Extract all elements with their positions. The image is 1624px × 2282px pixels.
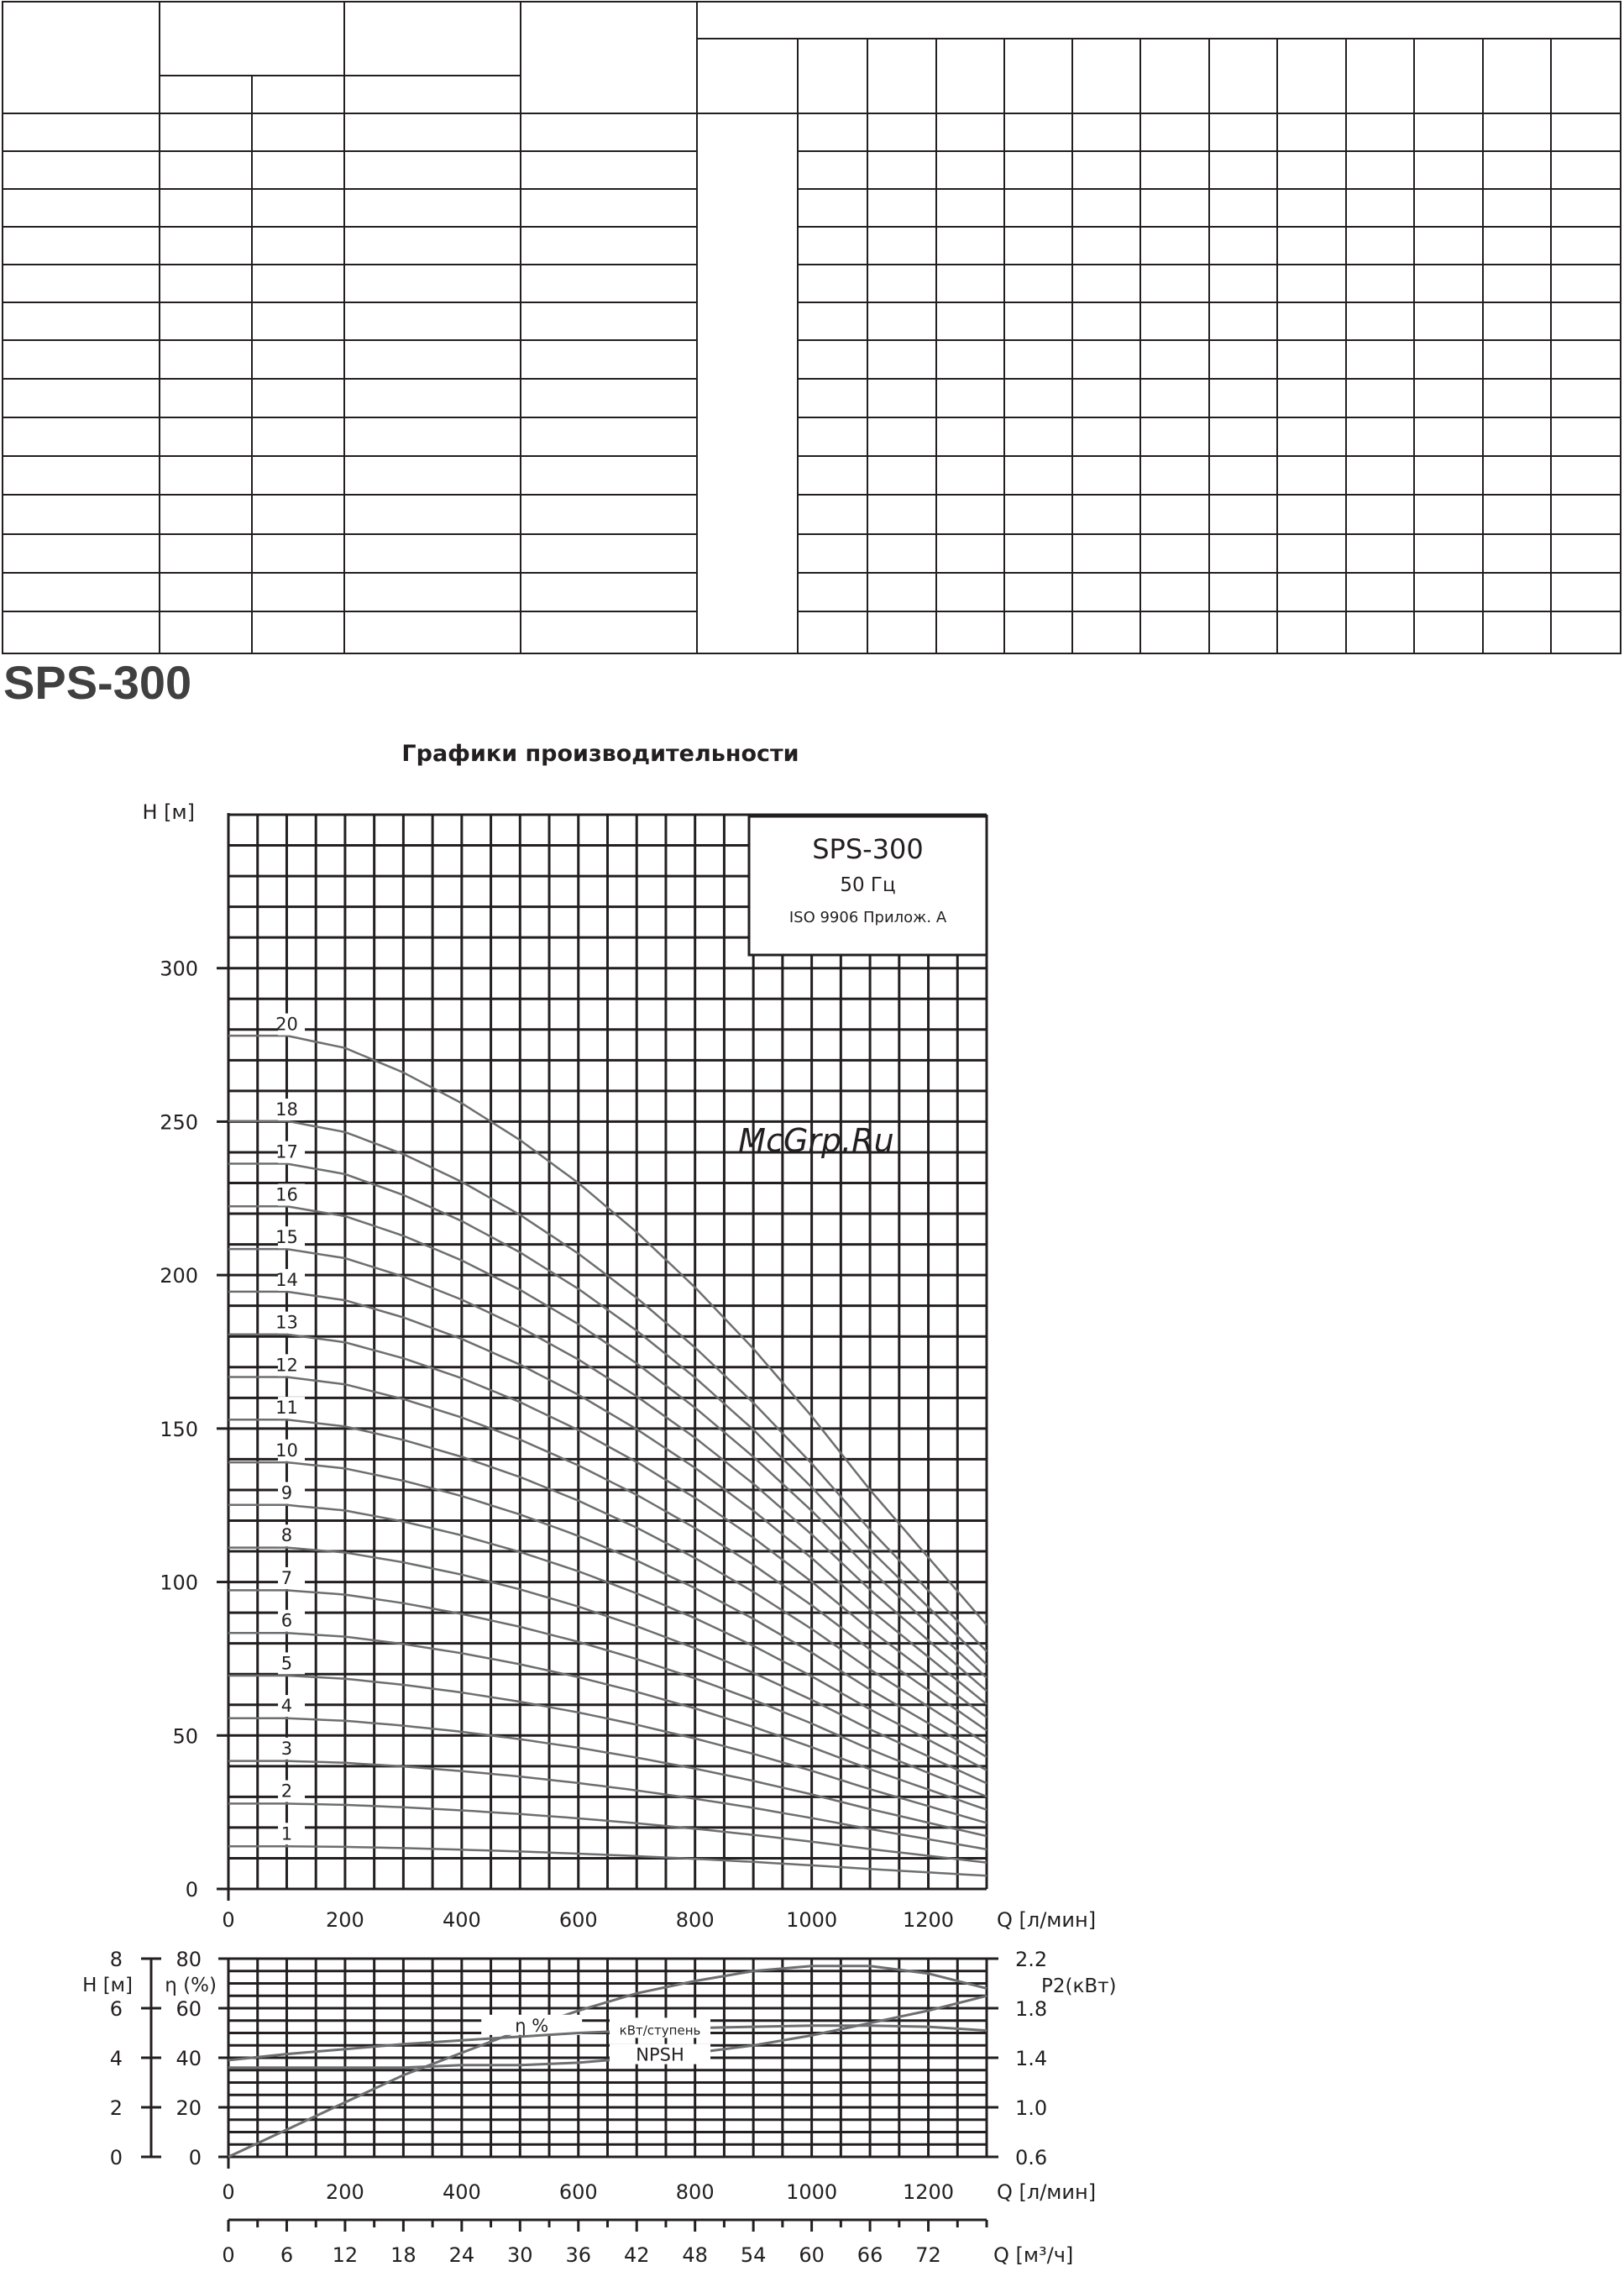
y-axis-label: H [м] xyxy=(142,800,195,824)
m3h-tick-label: 18 xyxy=(390,2243,416,2267)
stage-label: 3 xyxy=(280,1738,293,1759)
legend-frequency: 50 Гц xyxy=(840,874,896,896)
h-tick-label: 2 xyxy=(109,2096,123,2120)
x-tick-label: 1000 xyxy=(786,2180,838,2204)
y-tick-label: 300 xyxy=(160,957,198,981)
eta-tick-label: 60 xyxy=(175,1997,202,2021)
stage-label: 16 xyxy=(275,1184,298,1205)
eta-tick-label: 80 xyxy=(175,1948,202,1971)
x-tick-label: 0 xyxy=(222,1908,235,1932)
efficiency-chart xyxy=(82,1948,1116,2204)
model-title: SPS-300 xyxy=(3,656,192,709)
y-tick-label: 0 xyxy=(185,1878,198,1902)
eta-axis-label: η (%) xyxy=(165,1975,217,1996)
stage-label: 14 xyxy=(275,1269,298,1290)
series-label-eta: η % xyxy=(515,2015,549,2036)
x-axis-label: Q [л/мин] xyxy=(997,2180,1097,2204)
y-tick-label: 150 xyxy=(160,1417,198,1441)
stage-label: 10 xyxy=(275,1440,298,1461)
y-tick-label: 250 xyxy=(160,1110,198,1135)
eta-tick-label: 0 xyxy=(188,2146,202,2169)
flow-m3h-axis xyxy=(222,2220,1073,2267)
chart-heading: Графики производительности xyxy=(401,741,799,767)
legend-standard: ISO 9906 Прилож. A xyxy=(788,909,947,926)
m3h-tick-label: 48 xyxy=(682,2243,708,2267)
stage-label: 8 xyxy=(280,1525,293,1546)
y-tick-label: 100 xyxy=(160,1571,198,1595)
h-tick-label: 8 xyxy=(109,1948,123,1971)
head-chart xyxy=(142,800,1096,1932)
watermark: McGrp.Ru xyxy=(738,1122,894,1159)
p2-tick-label: 1.4 xyxy=(1015,2047,1048,2070)
m3h-tick-label: 36 xyxy=(565,2243,592,2267)
h-tick-label: 0 xyxy=(109,2146,123,2169)
m3h-tick-label: 60 xyxy=(799,2243,825,2267)
stage-label: 11 xyxy=(275,1398,298,1419)
y-tick-label: 50 xyxy=(172,1724,198,1749)
x-tick-label: 200 xyxy=(326,2180,364,2204)
x-tick-label: 400 xyxy=(442,2180,481,2204)
x-tick-label: 1200 xyxy=(902,1908,955,1932)
p2-tick-label: 0.6 xyxy=(1015,2146,1048,2169)
stage-label: 1 xyxy=(280,1823,293,1844)
m3h-axis-label: Q [м³/ч] xyxy=(993,2243,1074,2267)
eta-tick-label: 40 xyxy=(175,2047,202,2070)
x-tick-label: 200 xyxy=(326,1908,364,1932)
legend-model: SPS-300 xyxy=(812,833,924,865)
series-label-npsh: NPSH xyxy=(636,2044,684,2065)
h-tick-label: 6 xyxy=(109,1997,123,2021)
stage-label: 2 xyxy=(280,1781,293,1802)
m3h-tick-label: 0 xyxy=(222,2243,235,2267)
y-tick-label: 200 xyxy=(160,1264,198,1288)
p2-tick-label: 1.8 xyxy=(1015,1997,1048,2021)
p2-tick-label: 2.2 xyxy=(1015,1948,1048,1971)
x-tick-label: 0 xyxy=(222,2180,235,2204)
m3h-tick-label: 42 xyxy=(623,2243,650,2267)
stage-label: 4 xyxy=(280,1696,293,1717)
stage-label: 5 xyxy=(280,1653,293,1674)
x-tick-label: 600 xyxy=(558,2180,598,2204)
m3h-tick-label: 6 xyxy=(280,2243,294,2267)
x-tick-label: 1000 xyxy=(786,1908,838,1932)
stage-label: 13 xyxy=(275,1312,298,1333)
stage-label: 6 xyxy=(280,1610,293,1631)
m3h-tick-label: 72 xyxy=(915,2243,941,2267)
stage-label: 9 xyxy=(280,1482,293,1503)
x-tick-label: 400 xyxy=(442,1908,481,1932)
m3h-tick-label: 66 xyxy=(857,2243,883,2267)
eta-tick-label: 20 xyxy=(175,2096,202,2120)
stage-label: 17 xyxy=(275,1141,298,1162)
m3h-tick-label: 54 xyxy=(740,2243,767,2267)
x-tick-label: 600 xyxy=(558,1908,598,1932)
stage-label: 18 xyxy=(275,1099,298,1120)
stage-label: 12 xyxy=(275,1355,298,1376)
stage-label: 20 xyxy=(275,1014,298,1035)
stage-label: 15 xyxy=(275,1227,298,1248)
x-tick-label: 800 xyxy=(675,1908,715,1932)
x-tick-label: 800 xyxy=(675,2180,715,2204)
h-axis-label: H [м] xyxy=(82,1975,133,1996)
p2-axis-label: P2(кВт) xyxy=(1041,1975,1117,1997)
x-axis-label: Q [л/мин] xyxy=(997,1908,1097,1932)
x-tick-label: 1200 xyxy=(902,2180,955,2204)
m3h-tick-label: 30 xyxy=(507,2243,533,2267)
p2-tick-label: 1.0 xyxy=(1015,2096,1048,2120)
m3h-tick-label: 12 xyxy=(332,2243,359,2267)
series-label-power: кВт/ступень xyxy=(619,2022,701,2038)
stage-label: 7 xyxy=(280,1567,293,1588)
m3h-tick-label: 24 xyxy=(448,2243,475,2267)
h-tick-label: 4 xyxy=(109,2047,123,2070)
